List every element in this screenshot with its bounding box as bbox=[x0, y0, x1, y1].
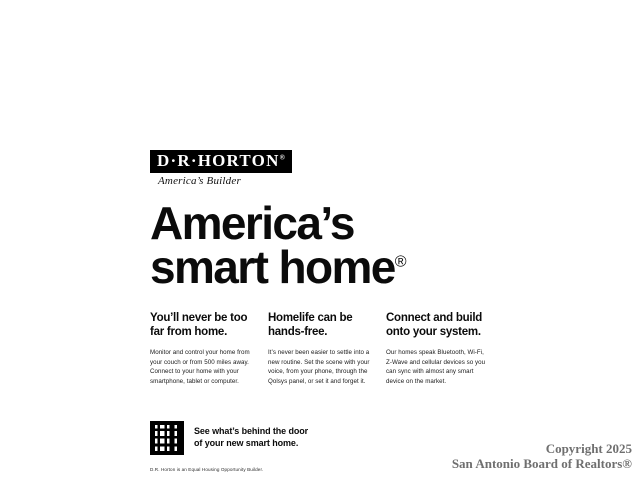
logo-tagline: America’s Builder bbox=[158, 174, 241, 187]
logo-wordmark-text: D·R·HORTON bbox=[157, 151, 280, 170]
qr-code-icon[interactable] bbox=[150, 421, 184, 455]
headline-line-1: America’s bbox=[150, 196, 354, 249]
logo-wordmark bbox=[150, 150, 292, 173]
advertisement bbox=[150, 150, 490, 472]
feature-heading: Connect and build onto your system. bbox=[386, 312, 483, 339]
headline-registered-icon: ® bbox=[394, 253, 407, 271]
feature-heading: You’ll never be too far from home. bbox=[150, 312, 248, 339]
watermark-line-1: Copyright 2025 bbox=[545, 441, 632, 457]
feature-body: Monitor and control your home from your couch or from 500 miles away. Connect to your home with your smartphone, tablet or computer. bbox=[150, 349, 250, 386]
logo-registered-icon: ® bbox=[279, 153, 285, 162]
feature-column bbox=[268, 311, 372, 386]
feature-column bbox=[150, 311, 254, 386]
cta-line-1: See what’s behind the door bbox=[194, 425, 309, 436]
feature-heading: Homelife can be hands-free. bbox=[268, 312, 353, 339]
feature-column bbox=[386, 311, 490, 386]
watermark-line-2: San Antonio Board of Realtors® bbox=[451, 456, 632, 472]
headline-line-2: smart home bbox=[150, 241, 395, 293]
legal-disclaimer: D.R. Horton is an Equal Housing Opportunity Builder. bbox=[150, 466, 264, 472]
cta-line-2: of your new smart home. bbox=[194, 437, 299, 448]
feature-body: Our homes speak Bluetooth, Wi-Fi, Z-Wave and cellular devices so you can sync with almost any smart device on the market. bbox=[386, 349, 486, 386]
page-title bbox=[150, 196, 490, 293]
copyright-watermark bbox=[452, 442, 632, 472]
brand-logo bbox=[150, 150, 490, 187]
footer-cta bbox=[150, 421, 490, 455]
feature-columns bbox=[150, 311, 490, 386]
feature-body: It’s never been easier to settle into a new routine. Set the scene with your voice, from your phone, through the Qolsys panel, or set it and forget it. bbox=[268, 349, 370, 386]
cta-text bbox=[194, 426, 308, 449]
